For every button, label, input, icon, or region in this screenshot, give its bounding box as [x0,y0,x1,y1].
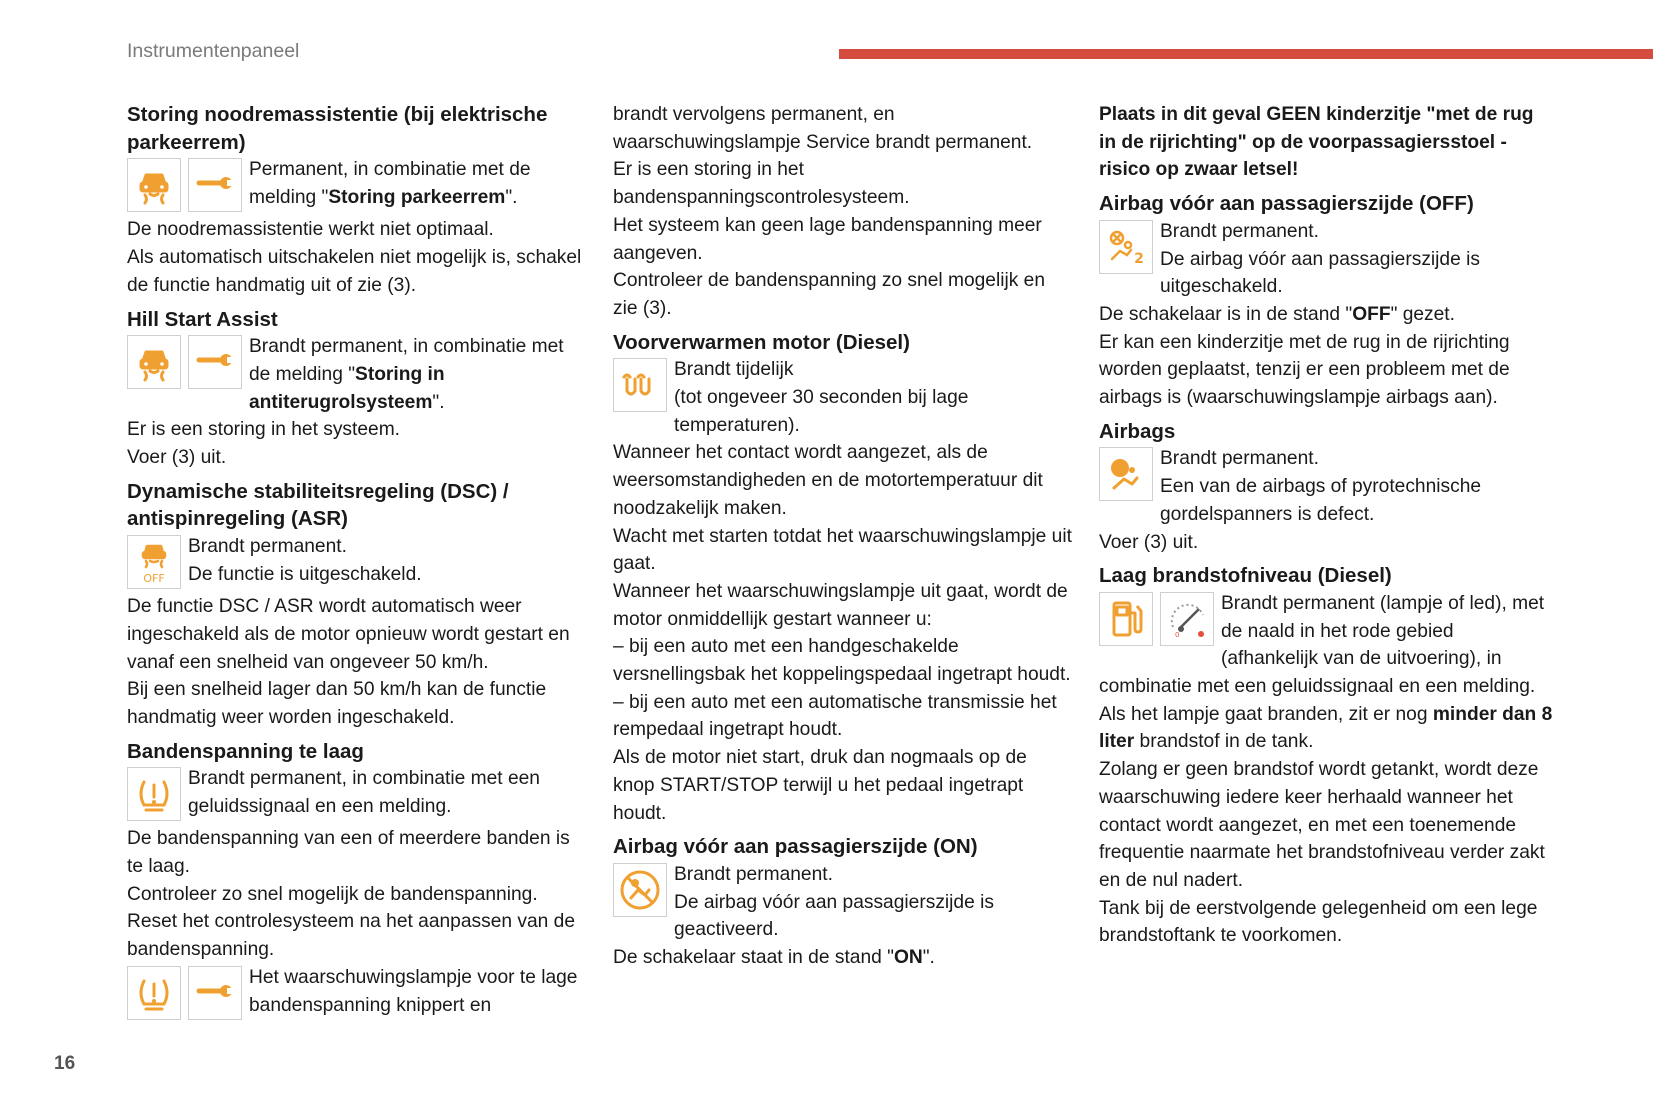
icon-description: Brandt permanent, in combinatie met de melding " [249,336,564,385]
icon-description: De airbag vóór aan passagierszijde is geactiveerd. [674,891,994,941]
header-accent-bar [839,49,1653,59]
column-3 [1099,101,1554,950]
page-number: 16 [54,1053,76,1074]
icon-description: De airbag vóór aan passagierszijde is uitgeschakeld. [1160,248,1480,298]
body-text: Er is een storing in het systeem. [127,419,401,441]
body-text: brandt vervolgens permanent, en waarschuwingslampje Service brandt permanent. [613,104,1033,153]
icon-description-end: ". [505,187,518,209]
icon-text-block [1099,445,1554,528]
tire-pressure-icon [127,966,181,1020]
section-title: Bandenspanning te laag [127,739,364,763]
section-title: Airbags [1099,419,1176,443]
body-text: Voer (3) uit. [1099,531,1199,553]
icon-text-block [127,333,587,416]
skid-car-icon [127,335,181,389]
wrench-icon [188,158,242,212]
svg-text:0: 0 [1175,630,1180,639]
fuel-gauge-icon [1160,592,1214,646]
body-text: Reset het controlesysteem na het aanpassen van de bandenspanning. [127,911,575,961]
airbag-on-icon [613,863,667,917]
section-title: Laag brandstofniveau (Diesel) [1099,564,1392,588]
list-item: – bij een auto met een handgeschakelde versnellingsbak het koppelingspedaal ingetrapt houdt. [613,636,1071,686]
body-text: Controleer de bandenspanning zo snel mogelijk en zie (3). [613,270,1046,319]
glow-plug-icon [613,358,667,412]
wrench-icon [188,335,242,389]
icon-description: Het waarschuwingslampje voor te lage bandenspanning knippert en [249,966,578,1016]
icon-description: Brandt permanent. [1160,448,1319,470]
icon-description: Brandt permanent. [1160,220,1319,242]
icon-description: Brandt permanent. [674,863,833,885]
body-text: Controleer zo snel mogelijk de bandenspanning. [127,883,538,905]
tire-pressure-icon [127,767,181,821]
message-text: Storing parkeerrem [328,187,506,209]
skid-car-off-icon [127,535,181,589]
icon-description: Brandt permanent (lampje of led), met de naald in het rode gebied (afhankelijk van de uitvoering), in combinatie met een geluidssignaal en een melding. [1099,592,1545,698]
body-text: Als de motor niet start, druk dan nogmaals op de knop START/STOP terwijl u het pedaal ingetrapt houdt. [613,747,1027,824]
body-text: De noodremassistentie werkt niet optimaal. [127,219,494,241]
icon-text-block [613,861,1073,944]
body-text: Wanneer het waarschuwingslampje uit gaat, wordt de motor onmiddellijk gestart wanneer u: [613,580,1068,630]
body-text: Wacht met starten totdat het waarschuwingslampje uit gaat. [613,525,1072,575]
body-text: Zolang er geen brandstof wordt getankt, wordt deze waarschuwing iedere keer herhaald wanneer het contact wordt aangezet, en met een toenemende frequentie naarmate het brandstofniveau verder zakt en de nul nadert. [1099,759,1545,891]
body-text: Er is een storing in het bandenspanningscontrolesysteem. [613,159,910,209]
icon-text-block [613,356,1073,439]
icon-text-block [127,533,587,593]
body-text: Er kan een kinderzitje met de rug in de rijrichting worden geplaatst, tenzij er een probleem met de airbags is (waarschuwingslampje airbags aan). [1099,331,1510,409]
section-title: Voorverwarmen motor (Diesel) [613,330,910,354]
body-text: Wanneer het contact wordt aangezet, als de weersomstandigheden en de motortemperatuur dit noodzakelijk maken. [613,442,1043,519]
body-text: De bandenspanning van een of meerdere banden is te laag. [127,828,570,878]
body-text: De schakelaar staat in de stand "ON". [613,947,935,969]
warning-text: Plaats in dit geval GEEN kinderzitje "met de rug in de rijrichting" op de voorpassagiersstoel - risico op zwaar letsel! [1099,104,1534,181]
icon-text-block [127,156,587,216]
airbag-icon [1099,447,1153,501]
body-text: Voer (3) uit. [127,447,227,469]
svg-text:2: 2 [1134,250,1144,267]
svg-text:OFF: OFF [143,572,165,585]
airbag-off-icon [1099,220,1153,274]
header-section-title: Instrumentenpaneel [127,40,300,62]
icon-description: Brandt permanent. [188,536,347,558]
icon-description-end: ". [432,391,445,413]
body-text: Als automatisch uitschakelen niet mogelijk is, schakel de functie handmatig uit of zie (3). [127,247,582,296]
body-text: Als het lampje gaat branden, zit er nog minder dan 8 liter brandstof in de tank. [1099,703,1553,753]
section-title: Hill Start Assist [127,307,278,331]
icon-description: De functie is uitgeschakeld. [188,563,422,585]
body-text: Het systeem kan geen lage bandenspanning meer aangeven. [613,214,1042,264]
column-1 [127,101,587,1024]
icon-description: (tot ongeveer 30 seconden bij lage temperaturen). [674,387,969,436]
section-title: Storing noodremassistentie (bij elektrische parkeerrem) [127,103,548,154]
list-item: – bij een auto met een automatische transmissie het rempedaal ingetrapt houdt. [613,691,1057,741]
fuel-pump-icon [1099,592,1153,646]
body-text: De functie DSC / ASR wordt automatisch weer ingeschakeld als de motor opnieuw wordt gestart en vanaf een snelheid van ongeveer 50 km/h. [127,596,570,673]
icon-text-block [127,964,587,1024]
icon-text-block [1099,218,1554,301]
section-title: Dynamische stabiliteitsregeling (DSC) / antispinregeling (ASR) [127,479,509,531]
body-text: De schakelaar is in de stand "OFF" gezet. [1099,303,1455,325]
icon-description: Brandt permanent, in combinatie met een geluidssignaal en een melding. [188,768,540,818]
section-title: Airbag vóór aan passagierszijde (OFF) [1099,192,1474,216]
message-text: Storing in antiterugrolsysteem [249,363,445,413]
icon-description: Een van de airbags of pyrotechnische gordelspanners is defect. [1160,476,1482,525]
body-text: Bij een snelheid lager dan 50 km/h kan de functie handmatig weer worden ingeschakeld. [127,679,547,728]
icon-description: Brandt tijdelijk [674,359,794,381]
icon-description: Permanent, in combinatie met de melding " [249,159,531,209]
body-text: Tank bij de eerstvolgende gelegenheid om een lege brandstoftank te voorkomen. [1099,897,1538,947]
icon-text-block [1099,590,1554,701]
icon-text-block [127,765,587,825]
column-2 [613,101,1073,972]
wrench-icon [188,966,242,1020]
skid-car-icon [127,158,181,212]
section-title: Airbag vóór aan passagierszijde (ON) [613,835,978,859]
